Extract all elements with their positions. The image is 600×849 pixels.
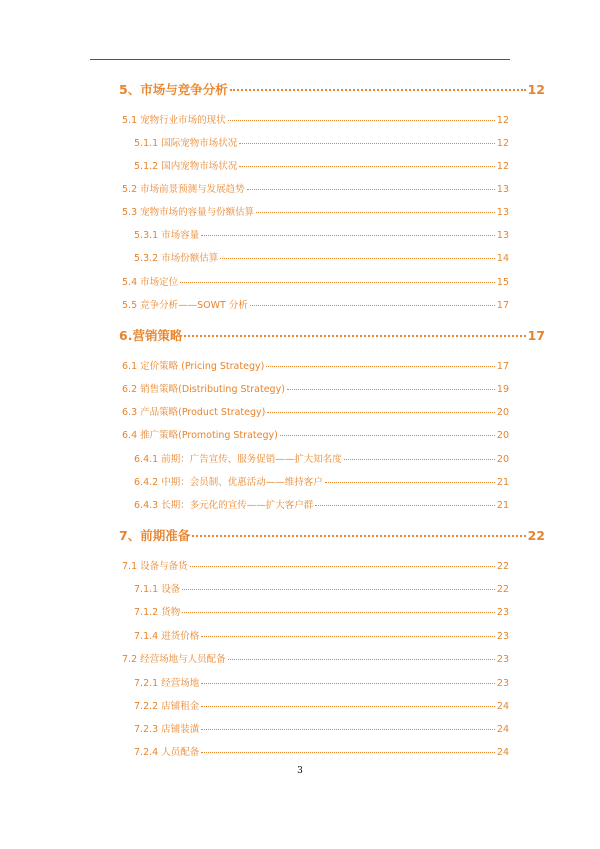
toc-entry-6-3[interactable]: [122, 404, 509, 418]
toc-entry-5-5[interactable]: [122, 297, 509, 311]
toc-entry-page: 23: [496, 631, 509, 642]
toc-entry-7-2-3[interactable]: [134, 721, 509, 735]
toc-entry-6-4-1[interactable]: [134, 451, 509, 465]
toc-entry-7-1-1[interactable]: [134, 581, 509, 595]
toc-leader: [201, 235, 495, 236]
toc-entry-label: 5.1 宠物行业市场的现状: [122, 115, 226, 126]
toc-entry-5-3[interactable]: [122, 204, 509, 218]
toc-entry-label: 6.4 推广策略(Promoting Strategy): [122, 430, 278, 441]
toc-leader: [220, 258, 495, 259]
toc-leader: [250, 305, 495, 306]
toc-leader: [184, 335, 525, 337]
toc-leader: [182, 589, 495, 590]
toc-entry-page: 17: [496, 361, 509, 372]
toc-entry-label: 7.1.1 设备: [134, 584, 181, 595]
toc-entry-page: 14: [496, 253, 509, 264]
toc-leader: [280, 435, 495, 436]
toc-entry-7[interactable]: [119, 526, 545, 544]
page-number: 3: [297, 766, 303, 776]
toc-entry-label: 7、前期准备: [119, 528, 191, 543]
toc-leader: [256, 212, 495, 213]
toc-leader: [228, 120, 495, 121]
toc-leader: [190, 566, 495, 567]
toc-entry-6[interactable]: [119, 326, 545, 344]
toc-entry-page: 23: [496, 654, 509, 665]
toc-entry-label: 6.营销策略: [119, 328, 183, 343]
toc-entry-label: 6.1 定价策略 (Pricing Strategy): [122, 361, 265, 372]
toc-entry-page: 17: [527, 328, 545, 343]
toc-leader: [201, 729, 495, 730]
toc-leader: [230, 89, 526, 91]
toc-entry-5[interactable]: [119, 80, 545, 98]
toc-entry-5-1-2[interactable]: [134, 158, 509, 172]
toc-entry-page: 23: [496, 607, 509, 618]
toc-leader: [201, 636, 495, 637]
toc-entry-page: 20: [496, 454, 509, 465]
toc-entry-label: 7.2.4 人员配备: [134, 747, 200, 758]
toc-leader: [228, 659, 495, 660]
toc-entry-page: 23: [496, 678, 509, 689]
toc-entry-5-3-2[interactable]: [134, 250, 509, 264]
toc-leader: [344, 459, 495, 460]
toc-entry-page: 13: [496, 230, 509, 241]
toc-entry-label: 5、市场与竞争分析: [119, 82, 228, 97]
toc-entry-page: 22: [496, 584, 509, 595]
toc-leader: [239, 166, 495, 167]
toc-entry-label: 7.1.4 进货价格: [134, 631, 200, 642]
toc-entry-5-1[interactable]: [122, 112, 509, 126]
toc-entry-label: 7.1.2 货物: [134, 607, 181, 618]
toc-entry-label: 5.3.1 市场容量: [134, 230, 200, 241]
toc-entry-label: 5.1.1 国际宠物市场状况: [134, 138, 238, 149]
toc-entry-page: 13: [496, 184, 509, 195]
toc-leader: [182, 612, 495, 613]
toc-leader: [192, 535, 525, 537]
toc-entry-page: 12: [527, 82, 545, 97]
toc-entry-page: 24: [496, 747, 509, 758]
toc-entry-5-4[interactable]: [122, 274, 509, 288]
toc-entry-page: 20: [496, 430, 509, 441]
toc-leader: [239, 143, 495, 144]
toc-entry-page: 20: [496, 407, 509, 418]
toc-entry-label: 5.3 宠物市场的容量与份额估算: [122, 207, 255, 218]
toc-leader: [287, 389, 495, 390]
toc-entry-5-1-1[interactable]: [134, 135, 509, 149]
toc-entry-label: 5.5 竞争分析——SOWT 分析: [122, 300, 248, 311]
toc-entry-6-1[interactable]: [122, 358, 509, 372]
toc-entry-page: 22: [527, 528, 545, 543]
toc-entry-label: 5.3.2 市场份额估算: [134, 253, 219, 264]
toc-entry-page: 22: [496, 561, 509, 572]
toc-entry-7-1-4[interactable]: [134, 628, 509, 642]
toc-entry-label: 5.2 市场前景预测与发展趋势: [122, 184, 245, 195]
toc-entry-label: 6.4.1 前期：广告宣传、服务促销——扩大知名度: [134, 454, 342, 465]
toc-entry-page: 24: [496, 701, 509, 712]
toc-entry-label: 6.2 销售策略(Distributing Strategy): [122, 384, 285, 395]
toc-leader: [201, 752, 495, 753]
toc-entry-label: 6.4.2 中期：会员制、优惠活动——维持客户: [134, 477, 323, 488]
toc-entry-page: 21: [496, 500, 509, 511]
toc-entry-6-4-3[interactable]: [134, 497, 509, 511]
toc-leader: [266, 366, 495, 367]
toc-entry-page: 21: [496, 477, 509, 488]
toc-entry-page: 13: [496, 207, 509, 218]
toc-entry-label: 7.2.2 店铺租金: [134, 701, 200, 712]
toc-entry-7-2-4[interactable]: [134, 744, 509, 758]
toc-leader: [267, 412, 495, 413]
toc-leader: [325, 482, 495, 483]
toc-entry-7-2-2[interactable]: [134, 698, 509, 712]
toc-leader: [201, 683, 495, 684]
toc-entry-label: 7.2.1 经营场地: [134, 678, 200, 689]
toc-entry-6-4-2[interactable]: [134, 474, 509, 488]
toc-entry-label: 7.2.3 店铺装潢: [134, 724, 200, 735]
toc-entry-5-2[interactable]: [122, 181, 509, 195]
toc-entry-label: 5.4 市场定位: [122, 277, 179, 288]
toc-entry-6-2[interactable]: [122, 381, 509, 395]
toc-entry-page: 19: [496, 384, 509, 395]
toc-entry-page: 24: [496, 724, 509, 735]
toc-entry-6-4[interactable]: [122, 427, 509, 441]
toc-leader: [201, 706, 495, 707]
toc-entry-page: 17: [496, 300, 509, 311]
toc-leader: [315, 505, 495, 506]
toc-entry-page: 12: [496, 138, 509, 149]
toc-entry-page: 12: [496, 161, 509, 172]
toc-entry-page: 15: [496, 277, 509, 288]
toc-entry-7-1[interactable]: [122, 558, 509, 572]
toc-entry-label: 7.1 设备与备货: [122, 561, 188, 572]
toc-entry-label: 6.3 产品策略(Product Strategy): [122, 407, 266, 418]
toc-leader: [180, 282, 495, 283]
toc-entry-7-2[interactable]: [122, 651, 509, 665]
toc-leader: [247, 189, 495, 190]
toc-entry-label: 7.2 经营场地与人员配备: [122, 654, 226, 665]
toc-entry-7-1-2[interactable]: [134, 604, 509, 618]
toc-entry-label: 6.4.3 长期：多元化的宣传——扩大客户群: [134, 500, 314, 511]
toc-entry-page: 12: [496, 115, 509, 126]
toc-entry-5-3-1[interactable]: [134, 227, 509, 241]
toc-entry-label: 5.1.2 国内宠物市场状况: [134, 161, 238, 172]
toc-entry-7-2-1[interactable]: [134, 675, 509, 689]
